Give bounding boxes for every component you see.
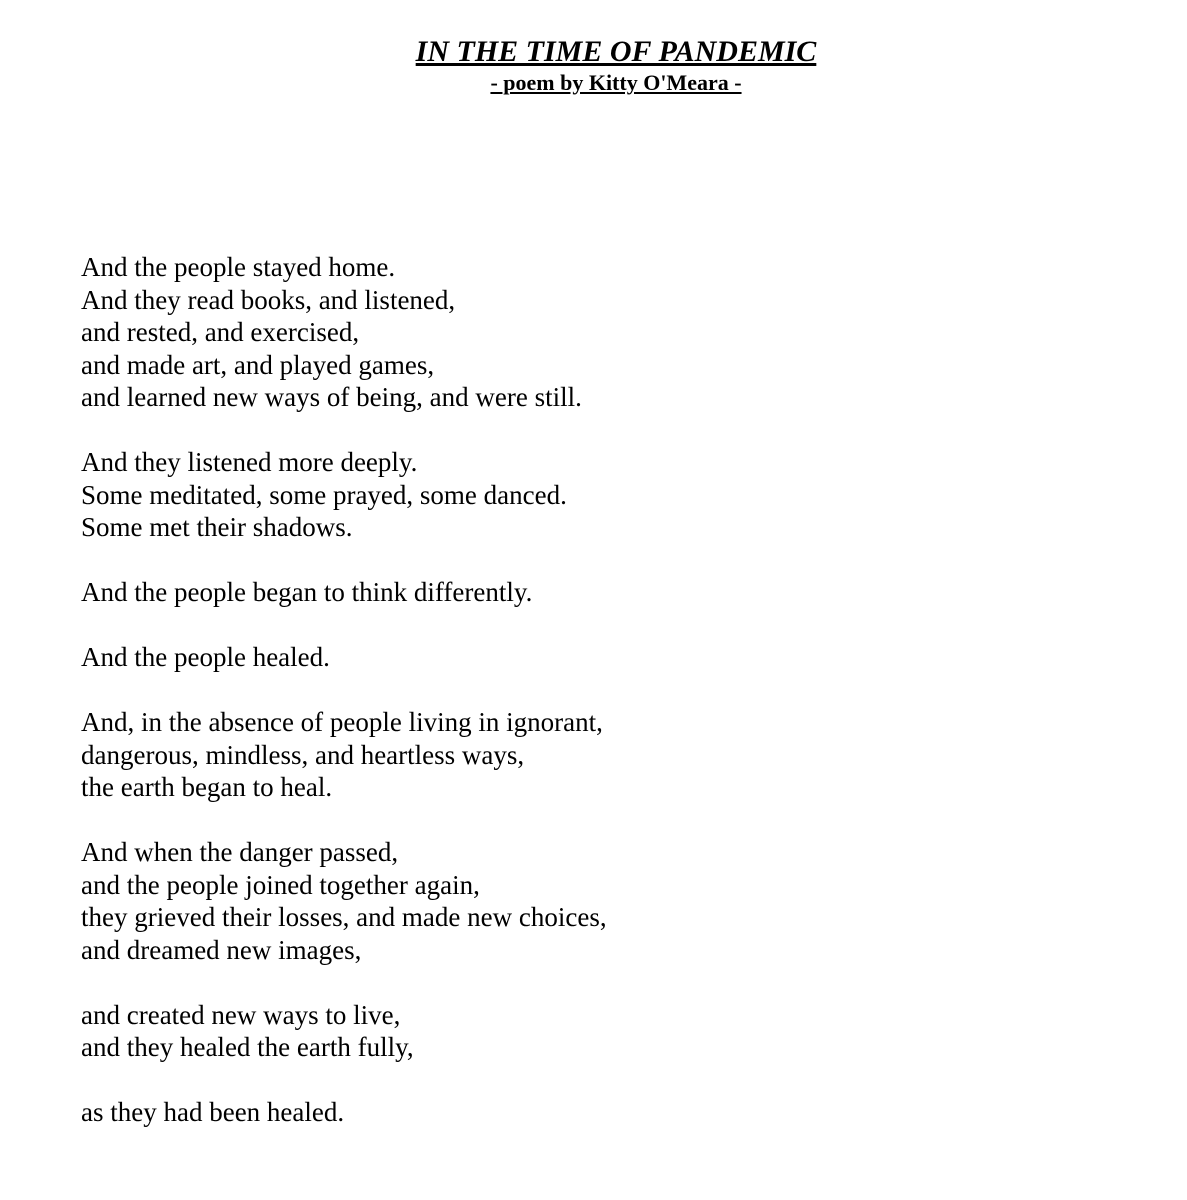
poem-line: And the people stayed home. [81,252,396,282]
poem-line: And, in the absence of people living in ignorant, [81,707,603,737]
poem-line: Some meditated, some prayed, some danced. [81,479,567,510]
poem-line: and made art, and played games, [81,349,435,380]
page-title: IN THE TIME OF PANDEMIC [415,35,817,68]
poem-line: and created new ways to live, [81,999,401,1030]
poem-line: and the people joined together again, [81,869,480,900]
stanza-3 [81,576,1081,609]
poem-line: the earth began to heal. [81,772,333,802]
poem-line: and rested, and exercised, [81,317,360,347]
poem-line: And they listened more deeply. [81,447,418,477]
stanza-2 [81,446,1081,544]
poem-line: and they healed the earth fully, [81,1032,414,1062]
poem-line: and dreamed new images, [81,934,362,965]
stanza-4 [81,641,1081,674]
stanza-1 [81,251,1081,414]
poem-line: and learned new ways of being, and were still. [81,382,582,412]
poem-line: And they read books, and listened, [81,284,456,315]
poem-line: dangerous, mindless, and heartless ways, [81,739,525,770]
stanza-5 [81,706,1081,804]
poem-line: they grieved their losses, and made new choices, [81,902,607,932]
stanza-6 [81,836,1081,966]
poem-line: And the people healed. [81,642,330,672]
poem-line: as they had been healed. [81,1097,345,1127]
stanza-7 [81,999,1081,1064]
document-header [0,34,1187,96]
page-subtitle: - poem by Kitty O'Meara - [490,70,742,95]
stanza-8 [81,1096,1081,1129]
poem-line: And when the danger passed, [81,837,399,867]
poem-body [81,251,1081,1161]
poem-line: Some met their shadows. [81,512,353,542]
poem-line: And the people began to think differently. [81,577,533,607]
